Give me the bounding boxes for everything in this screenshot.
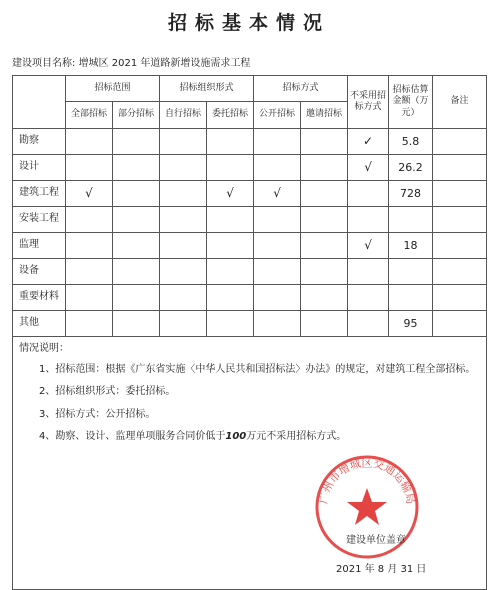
table-row xyxy=(13,285,487,311)
entrusted-cell xyxy=(207,155,254,181)
remark-cell xyxy=(433,311,487,337)
project-name: 增城区 2021 年道路新增设施需求工程 xyxy=(78,58,251,69)
method-header: 招标方式 xyxy=(254,76,348,102)
partial-cell xyxy=(113,181,160,207)
note-item: 1、招标范围：根据《广东省实施〈中华人民共和国招标法〉办法》的规定，对建筑工程全部招标。 xyxy=(39,363,476,375)
self-cell xyxy=(160,155,207,181)
amount-cell xyxy=(389,259,433,285)
entrusted-cell xyxy=(207,207,254,233)
note-item-4-prefix: 4、勘察、设计、监理单项服务合同价低于 xyxy=(39,431,226,442)
remarks-header: 备注 xyxy=(433,76,487,129)
self-cell xyxy=(160,181,207,207)
invited-cell xyxy=(301,259,348,285)
open-tender-header: 公开招标 xyxy=(254,102,301,129)
row-label: 监理 xyxy=(13,233,66,259)
self-cell xyxy=(160,285,207,311)
full-cell: √ xyxy=(66,181,113,207)
self-cell xyxy=(160,207,207,233)
partial-tender-header: 部分招标 xyxy=(113,102,160,129)
amount-cell xyxy=(389,285,433,311)
partial-cell xyxy=(113,233,160,259)
row-label: 勘察 xyxy=(13,129,66,155)
invited-tender-header: 邀请招标 xyxy=(301,102,348,129)
self-cell xyxy=(160,129,207,155)
handwritten-amount: 100 xyxy=(225,431,247,442)
invited-cell xyxy=(301,207,348,233)
entrusted-cell xyxy=(207,259,254,285)
no-tender-cell xyxy=(348,259,389,285)
self-tender-header: 自行招标 xyxy=(160,102,207,129)
corner-cell xyxy=(13,76,66,129)
open-cell xyxy=(254,311,301,337)
partial-cell xyxy=(113,207,160,233)
full-cell xyxy=(66,233,113,259)
notes-title: 情况说明： xyxy=(19,343,69,354)
self-cell xyxy=(160,259,207,285)
entrusted-cell xyxy=(207,285,254,311)
partial-cell xyxy=(113,129,160,155)
seal-text: 广州市增城区交通运输局 xyxy=(316,456,418,505)
entrusted-cell: √ xyxy=(207,181,254,207)
entrusted-cell xyxy=(207,129,254,155)
open-cell: √ xyxy=(254,181,301,207)
remark-cell xyxy=(433,207,487,233)
row-label: 建筑工程 xyxy=(13,181,66,207)
no-tender-cell xyxy=(348,311,389,337)
self-cell xyxy=(160,233,207,259)
row-label: 安装工程 xyxy=(13,207,66,233)
full-cell xyxy=(66,155,113,181)
project-name-line xyxy=(12,54,250,69)
no-tender-cell: ✓ xyxy=(348,129,389,155)
partial-cell xyxy=(113,285,160,311)
no-tender-header: 不采用招标方式 xyxy=(348,76,389,129)
partial-cell xyxy=(113,311,160,337)
table-row xyxy=(13,155,487,181)
full-cell xyxy=(66,311,113,337)
entrusted-tender-header: 委托招标 xyxy=(207,102,254,129)
open-cell xyxy=(254,233,301,259)
signature-line: 建设单位盖章 xyxy=(346,535,406,546)
open-cell xyxy=(254,285,301,311)
full-cell xyxy=(66,129,113,155)
invited-cell xyxy=(301,181,348,207)
note-item: 3、招标方式：公开招标。 xyxy=(39,408,156,420)
full-cell xyxy=(66,285,113,311)
amount-cell: 728 xyxy=(389,181,433,207)
invited-cell xyxy=(301,155,348,181)
note-item-4-suffix: 万元不采用招标方式。 xyxy=(246,431,347,442)
row-label: 设计 xyxy=(13,155,66,181)
remark-cell xyxy=(433,155,487,181)
table-row xyxy=(13,181,487,207)
remark-cell xyxy=(433,259,487,285)
row-label: 设备 xyxy=(13,259,66,285)
invited-cell xyxy=(301,311,348,337)
scope-header: 招标范围 xyxy=(66,76,160,102)
amount-cell: 95 xyxy=(389,311,433,337)
remark-cell xyxy=(433,285,487,311)
invited-cell xyxy=(301,233,348,259)
table-row xyxy=(13,129,487,155)
open-cell xyxy=(254,259,301,285)
table-row xyxy=(13,311,487,337)
note-item: 2、招标组织形式：委托招标。 xyxy=(39,386,176,397)
self-cell xyxy=(160,311,207,337)
row-label: 重要材料 xyxy=(13,285,66,311)
amount-cell xyxy=(389,207,433,233)
row-label: 其他 xyxy=(13,311,66,337)
open-cell xyxy=(254,129,301,155)
no-tender-cell xyxy=(348,207,389,233)
no-tender-cell: √ xyxy=(348,155,389,181)
no-tender-cell xyxy=(348,285,389,311)
full-tender-header: 全部招标 xyxy=(66,102,113,129)
seal-star-icon xyxy=(347,488,387,525)
full-cell xyxy=(66,207,113,233)
full-cell xyxy=(66,259,113,285)
amount-cell: 26.2 xyxy=(389,155,433,181)
estimate-header: 招标估算金额（万元） xyxy=(389,76,433,129)
invited-cell xyxy=(301,129,348,155)
entrusted-cell xyxy=(207,311,254,337)
invited-cell xyxy=(301,285,348,311)
table-row xyxy=(13,207,487,233)
table-row xyxy=(13,233,487,259)
table-row xyxy=(13,259,487,285)
entrusted-cell xyxy=(207,233,254,259)
partial-cell xyxy=(113,259,160,285)
partial-cell xyxy=(113,155,160,181)
no-tender-cell xyxy=(348,181,389,207)
amount-cell: 5.8 xyxy=(389,129,433,155)
remark-cell xyxy=(433,181,487,207)
no-tender-cell: √ xyxy=(348,233,389,259)
header-row-1 xyxy=(13,76,487,102)
open-cell xyxy=(254,207,301,233)
project-label: 建设项目名称: xyxy=(12,58,76,69)
org-form-header: 招标组织形式 xyxy=(160,76,254,102)
remark-cell xyxy=(433,233,487,259)
open-cell xyxy=(254,155,301,181)
remark-cell xyxy=(433,129,487,155)
date-line: 2021 年 8 月 31 日 xyxy=(336,564,427,575)
amount-cell: 18 xyxy=(389,233,433,259)
page-title: 招标基本情况 xyxy=(167,12,330,34)
note-item xyxy=(39,431,480,444)
